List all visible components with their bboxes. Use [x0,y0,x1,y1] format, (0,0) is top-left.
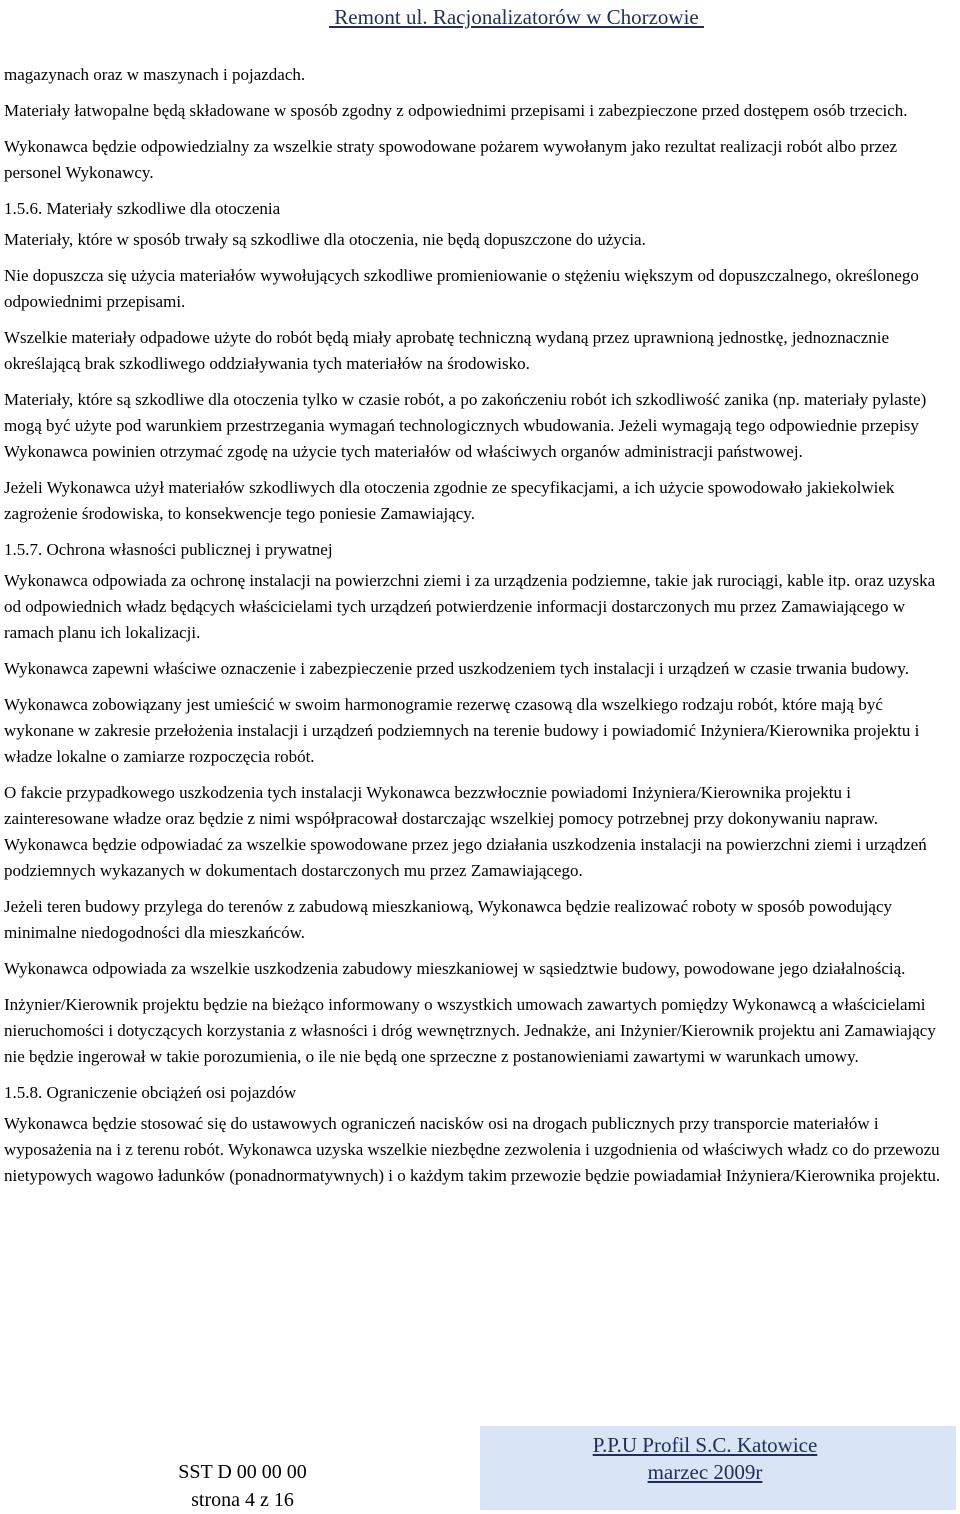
paragraph: Wykonawca będzie odpowiedzialny za wszelkie straty spowodowane pożarem wywołanym jako rezultat realizacji robót albo przez personel Wykonawcy. [4,137,898,182]
paragraph: Jeżeli Wykonawca użył materiałów szkodliwych dla otoczenia zgodnie ze specyfikacjami, a ich użycie spowodowało jakiekolwiek zagrożenie środowiska, to konsekwencje tego poniesie Zamawiający. [4,478,895,523]
paragraph: Materiały, które w sposób trwały są szkodliwe dla otoczenia, nie będą dopuszczone do użycia. [4,230,646,249]
section-heading: 1.5.6. Materiały szkodliwe dla otoczenia [4,199,281,218]
paragraph: Inżynier/Kierownik projektu będzie na bieżąco informowany o wszystkich umowach zawartych pomiędzy Wykonawcą a właścicielami nieruchomości i dotyczących korzystania z własności i dróg wewnętrznych. Jednakże, ani Inżynier/Kierownik projektu ani Zamawiający nie będzie ingerował w takie porozumienia, o ile nie będą one sprzeczne z postanowieniami zawartymi w warunkach umowy. [4,995,936,1066]
paragraph: O fakcie przypadkowego uszkodzenia tych instalacji Wykonawca bezzwłocznie powiadomi Inżyniera/Kierownika projektu i zainteresowane władze oraz będzie z nimi współpracował dostarczając wszelkiej pomocy potrzebnej przy dokonywaniu napraw. Wykonawca będzie odpowiadać za wszelkie spowodowane przez jego działania uszkodzenia instalacji na powierzchni ziemi i urządzeń podziemnych wykazanych w dokumentach dostarczonych mu przez Zamawiającego. [4,783,927,880]
paragraph: Materiały łatwopalne będą składowane w sposób zgodny z odpowiednimi przepisami i zabezpieczone przed dostępem osób trzecich. [4,101,908,120]
document-header-title: Remont ul. Racjonalizatorów w Chorzowie [329,5,704,29]
paragraph: Nie dopuszcza się użycia materiałów wywołujących szkodliwe promieniowanie o stężeniu większym od dopuszczalnego, określonego odpowiednimi przepisami. [4,266,919,311]
footer-spec-info [160,1458,325,1514]
paragraph: Materiały, które są szkodliwe dla otoczenia tylko w czasie robót, a po zakończeniu robót ich szkodliwość zanika (np. materiały pylaste) mogą być użyte pod warunkiem przestrzegania wymagań technologicznych wbudowania. Jeżeli wymagają tego odpowiednie przepisy Wykonawca powinien otrzymać zgodę na użycie tych materiałów od właściwych organów administracji państwowej. [4,390,927,461]
paragraph: Wykonawca zapewni właściwe oznaczenie i zabezpieczenie przed uszkodzeniem tych instalacji i urządzeń w czasie trwania budowy. [4,659,910,678]
paragraph: Wykonawca będzie stosować się do ustawowych ograniczeń nacisków osi na drogach publicznych przy transporcie materiałów i wyposażenia na i z terenu robót. Wykonawca uzyska wszelkie niezbędne zezwolenia i uzgodnienia od właściwych władz co do przewozu nietypowych wagowo ładunków (ponadnormatywnych) i o każdym takim przewozie będzie powiadamiał Inżyniera/Kierownika projektu. [4,1114,941,1185]
spec-code: SST D 00 00 00 [178,1461,307,1483]
paragraph: Jeżeli teren budowy przylega do terenów z zabudową mieszkaniową, Wykonawca będzie realizować roboty w sposób powodujący minimalne niedogodności dla mieszkańców. [4,897,893,942]
footer-company-info [540,1432,870,1486]
page-number: strona 4 z 16 [191,1489,294,1511]
section-heading: 1.5.8. Ograniczenie obciążeń osi pojazdów [4,1083,297,1102]
document-date: marzec 2009r [647,1460,763,1484]
section-heading: 1.5.7. Ochrona własności publicznej i prywatnej [4,540,333,559]
paragraph: Wykonawca zobowiązany jest umieścić w swoim harmonogramie rezerwę czasową dla wszelkiego rodzaju robót, które mają być wykonane w zakresie przełożenia instalacji i urządzeń podziemnych na terenie budowy i powiadomić Inżyniera/Kierownika projektu i władze lokalne o zamiarze rozpoczęcia robót. [4,695,920,766]
paragraph: Wykonawca odpowiada za ochronę instalacji na powierzchni ziemi i za urządzenia podziemne, takie jak rurociągi, kable itp. oraz uzyska od odpowiednich władz będących właścicielami tych urządzeń potwierdzenie informacji dostarczonych mu przez Zamawiającego w ramach planu ich lokalizacji. [4,571,936,642]
paragraph: Wykonawca odpowiada za wszelkie uszkodzenia zabudowy mieszkaniowej w sąsiedztwie budowy, powodowane jego działalnością. [4,959,906,978]
document-body [4,62,956,1199]
company-name: P.P.U Profil S.C. Katowice [592,1433,818,1457]
paragraph: magazynach oraz w maszynach i pojazdach. [4,65,306,84]
paragraph: Wszelkie materiały odpadowe użyte do robót będą miały aprobatę techniczną wydaną przez uprawnioną jednostkę, jednoznacznie określającą brak szkodliwego oddziaływania tych materiałów na środowisko. [4,328,890,373]
